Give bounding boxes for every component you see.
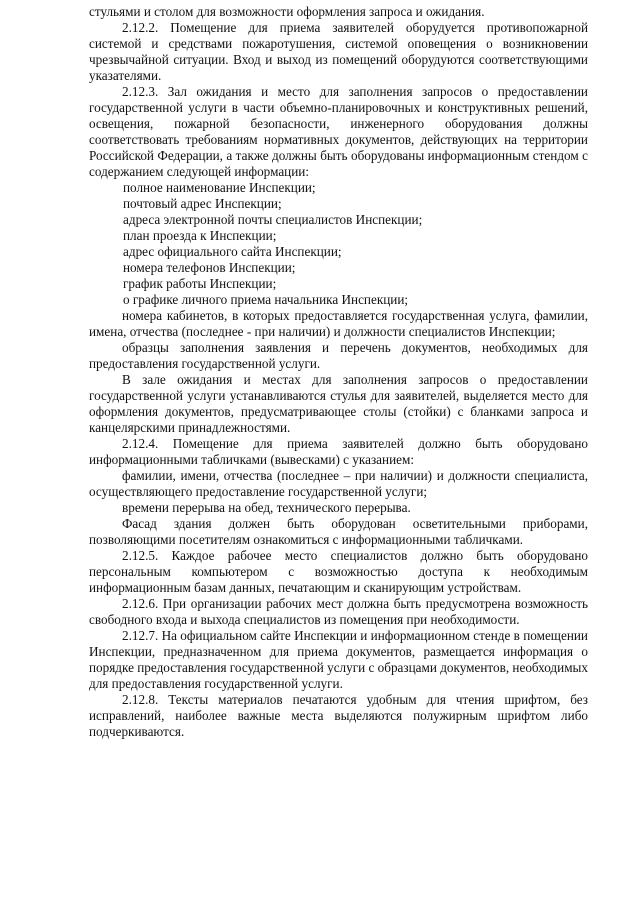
paragraph-2-12-2: 2.12.2. Помещение для приема заявителей оборудуется противопожарной системой и средствами пожаротушения, системой оповещения о возникновении чрезвычайной ситуации. Вход и выход из помещений оборудуются соответствующими указателями. (89, 20, 588, 83)
list-item: план проезда к Инспекции; (123, 228, 277, 243)
list-item: о графике личного приема начальника Инспекции; (123, 292, 409, 307)
list-item: адреса электронной почты специалистов Инспекции; (123, 212, 423, 227)
document-body (89, 4, 588, 740)
list-item: адрес официального сайта Инспекции; (123, 244, 342, 259)
list-item: график работы Инспекции; (123, 276, 277, 291)
paragraph-break-time: времени перерыва на обед, технического перерыва. (122, 500, 411, 515)
paragraph-2-12-4: 2.12.4. Помещение для приема заявителей должно быть оборудовано информационными табличками (вывесками) с указанием: (89, 436, 588, 467)
paragraph-2-12-6: 2.12.6. При организации рабочих мест должна быть предусмотрена возможность свободного входа и выхода специалистов из помещения при необходимости. (89, 596, 588, 627)
paragraph-waiting-hall: В зале ожидания и местах для заполнения запросов о предоставлении государственной услуги устанавливаются стулья для заявителей, выделяется место для оформления документов, предусматривающее столы (стойки) с бланками запроса и канцелярскими принадлежностями. (89, 372, 588, 435)
paragraph-sample-forms: образцы заполнения заявления и перечень документов, необходимых для предоставления государственной услуги. (89, 340, 588, 371)
paragraph-facade: Фасад здания должен быть оборудован осветительными приборами, позволяющими посетителям ознакомиться с информационными табличками. (89, 516, 588, 547)
list-item: почтовый адрес Инспекции; (123, 196, 282, 211)
paragraph-2-12-5: 2.12.5. Каждое рабочее место специалистов должно быть оборудовано персональным компьютером с возможностью доступа к необходимым информационным базам данных, печатающим и сканирующим устройствам. (89, 548, 588, 595)
paragraph-continuation: стульями и столом для возможности оформления запроса и ожидания. (89, 4, 485, 19)
paragraph-2-12-7: 2.12.7. На официальном сайте Инспекции и информационном стенде в помещении Инспекции, предназначенном для приема документов, размещается информация о порядке предоставления государственной услуги с образцами документов, необходимых для предоставления государственной услуги. (89, 628, 588, 691)
paragraph-2-12-3: 2.12.3. Зал ожидания и место для заполнения запросов о предоставлении государственной услуги в части объемно-планировочных и конструктивных решений, освещения, пожарной безопасности, инженерного оборудования должны соответствовать требованиям нормативных документов, действующих на территории Российской Федерации, а также должны быть оборудованы информационным стендом с содержанием следующей информации: (89, 84, 588, 179)
paragraph-specialist-name: фамилии, имени, отчества (последнее – при наличии) и должности специалиста, осуществляющего предоставление государственной услуги; (89, 468, 588, 499)
paragraph-2-12-8: 2.12.8. Тексты материалов печатаются удобным для чтения шрифтом, без исправлений, наиболее важные места выделяются полужирным шрифтом либо подчеркиваются. (89, 692, 588, 739)
paragraph-room-numbers: номера кабинетов, в которых предоставляется государственная услуга, фамилии, имена, отчества (последнее - при наличии) и должности специалистов Инспекции; (89, 308, 588, 339)
list-item: полное наименование Инспекции; (123, 180, 316, 195)
list-item: номера телефонов Инспекции; (123, 260, 296, 275)
